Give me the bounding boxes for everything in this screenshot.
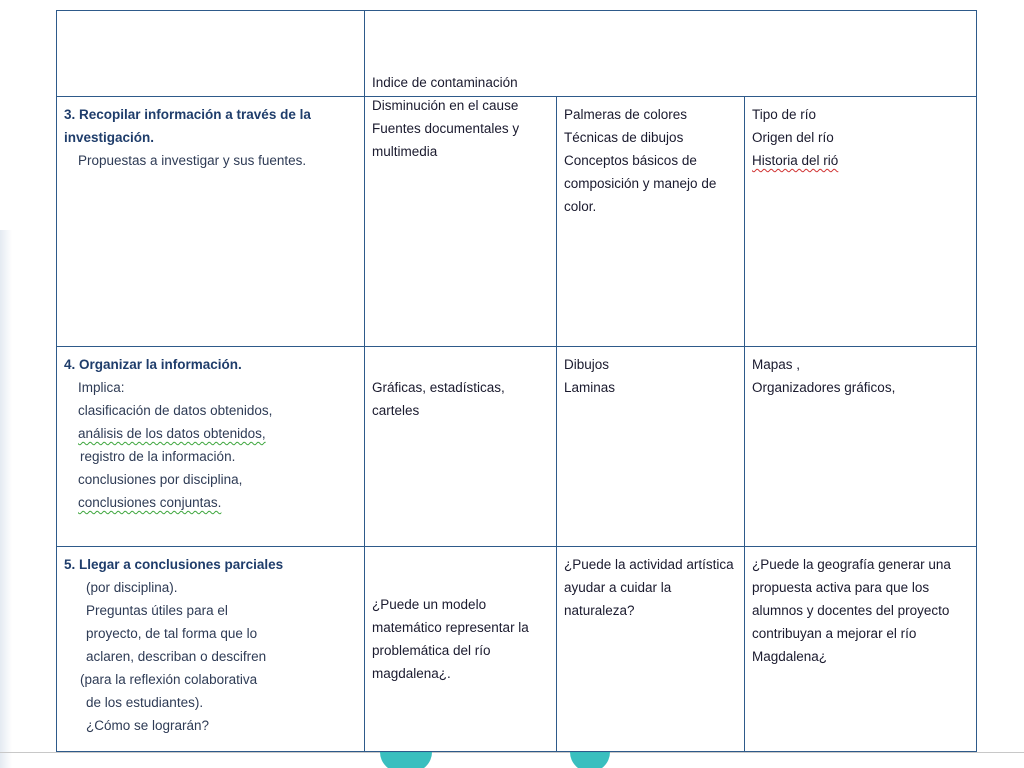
stage-line: ¿Cómo se lograrán? [86,718,210,733]
stage-line [64,491,357,514]
art-cell [557,347,745,547]
math-cell [365,547,557,752]
stage-line-text: análisis de los datos obtenidos, [78,426,266,441]
cell-line: Historia del rió [752,153,839,168]
cell-line: Dibujos [564,357,610,372]
table-row-stage-3 [57,97,977,347]
stage-line: conclusiones por disciplina, [78,472,243,487]
stage-line: clasificación de datos obtenidos, [78,403,273,418]
cell-line: Palmeras de colores [564,107,688,122]
cell-line: Origen del río [752,130,834,145]
stage-line: (por disciplina). [86,580,178,595]
geo-cell [745,347,977,547]
stage-line: registro de la información. [80,449,236,464]
table-row-stage-4 [57,347,977,547]
cell-line: Mapas , [752,357,801,372]
cell-line: Conceptos básicos de composición y manejo de color. [564,153,717,214]
art-cell [557,547,745,752]
cell-line: ¿Puede la geografía generar una propuesta activa para que los alumnos y docentes del proyecto contribuyan a mejorar el río Magdalena¿ [752,557,951,664]
stage-title: 3. Recopilar información a través de la investigación. [64,107,311,145]
stage-cell [57,97,365,347]
cell-line: ¿Puede un modelo matemático representar la problemática del río magdalena¿. [372,597,529,681]
stage-line-text: conclusiones conjuntas. [78,495,222,510]
table-row-stage-5 [57,547,977,752]
cell-line: ¿Puede la actividad artística ayudar a cuidar la naturaleza? [564,557,734,618]
project-plan-table [56,10,977,752]
stage-line: (para la reflexión colaborativa [80,672,258,687]
stage-line: de los estudiantes). [86,695,204,710]
geo-cell [745,97,977,347]
stage-cell [57,547,365,752]
decorative-shape [380,752,432,768]
geo-cell [745,547,977,752]
cell-line: Indice de contaminación [372,75,518,90]
stage-line: Preguntas útiles para el [86,603,228,618]
stage-cell [57,347,365,547]
stage-line: aclaren, describan o descifren [86,649,267,664]
cell-line: Técnicas de dibujos [564,130,684,145]
stage-line: Propuestas a investigar y sus fuentes. [78,153,307,168]
cell-line: Fuentes documentales y multimedia [372,121,520,159]
decorative-shape [570,752,610,768]
stage-title: 5. Llegar a conclusiones parciales [64,557,284,572]
stage-line: Implica: [78,380,125,395]
cell-line: Tipo de río [752,107,817,122]
stage-line [64,422,357,445]
math-cell [365,75,557,347]
stage-line: proyecto, de tal forma que lo [86,626,258,641]
cell-line: Gráficas, estadísticas, carteles [372,380,505,418]
cell-line: Laminas [564,380,616,395]
cell-line: Organizadores gráficos, [752,380,896,395]
stage-title: 4. Organizar la información. [64,357,242,372]
art-cell [557,97,745,347]
empty-cell [57,11,365,97]
page-edge-shadow [0,230,12,768]
math-cell [365,347,557,547]
page-divider [0,752,1024,753]
cell-line: Disminución en el cause [372,98,519,113]
